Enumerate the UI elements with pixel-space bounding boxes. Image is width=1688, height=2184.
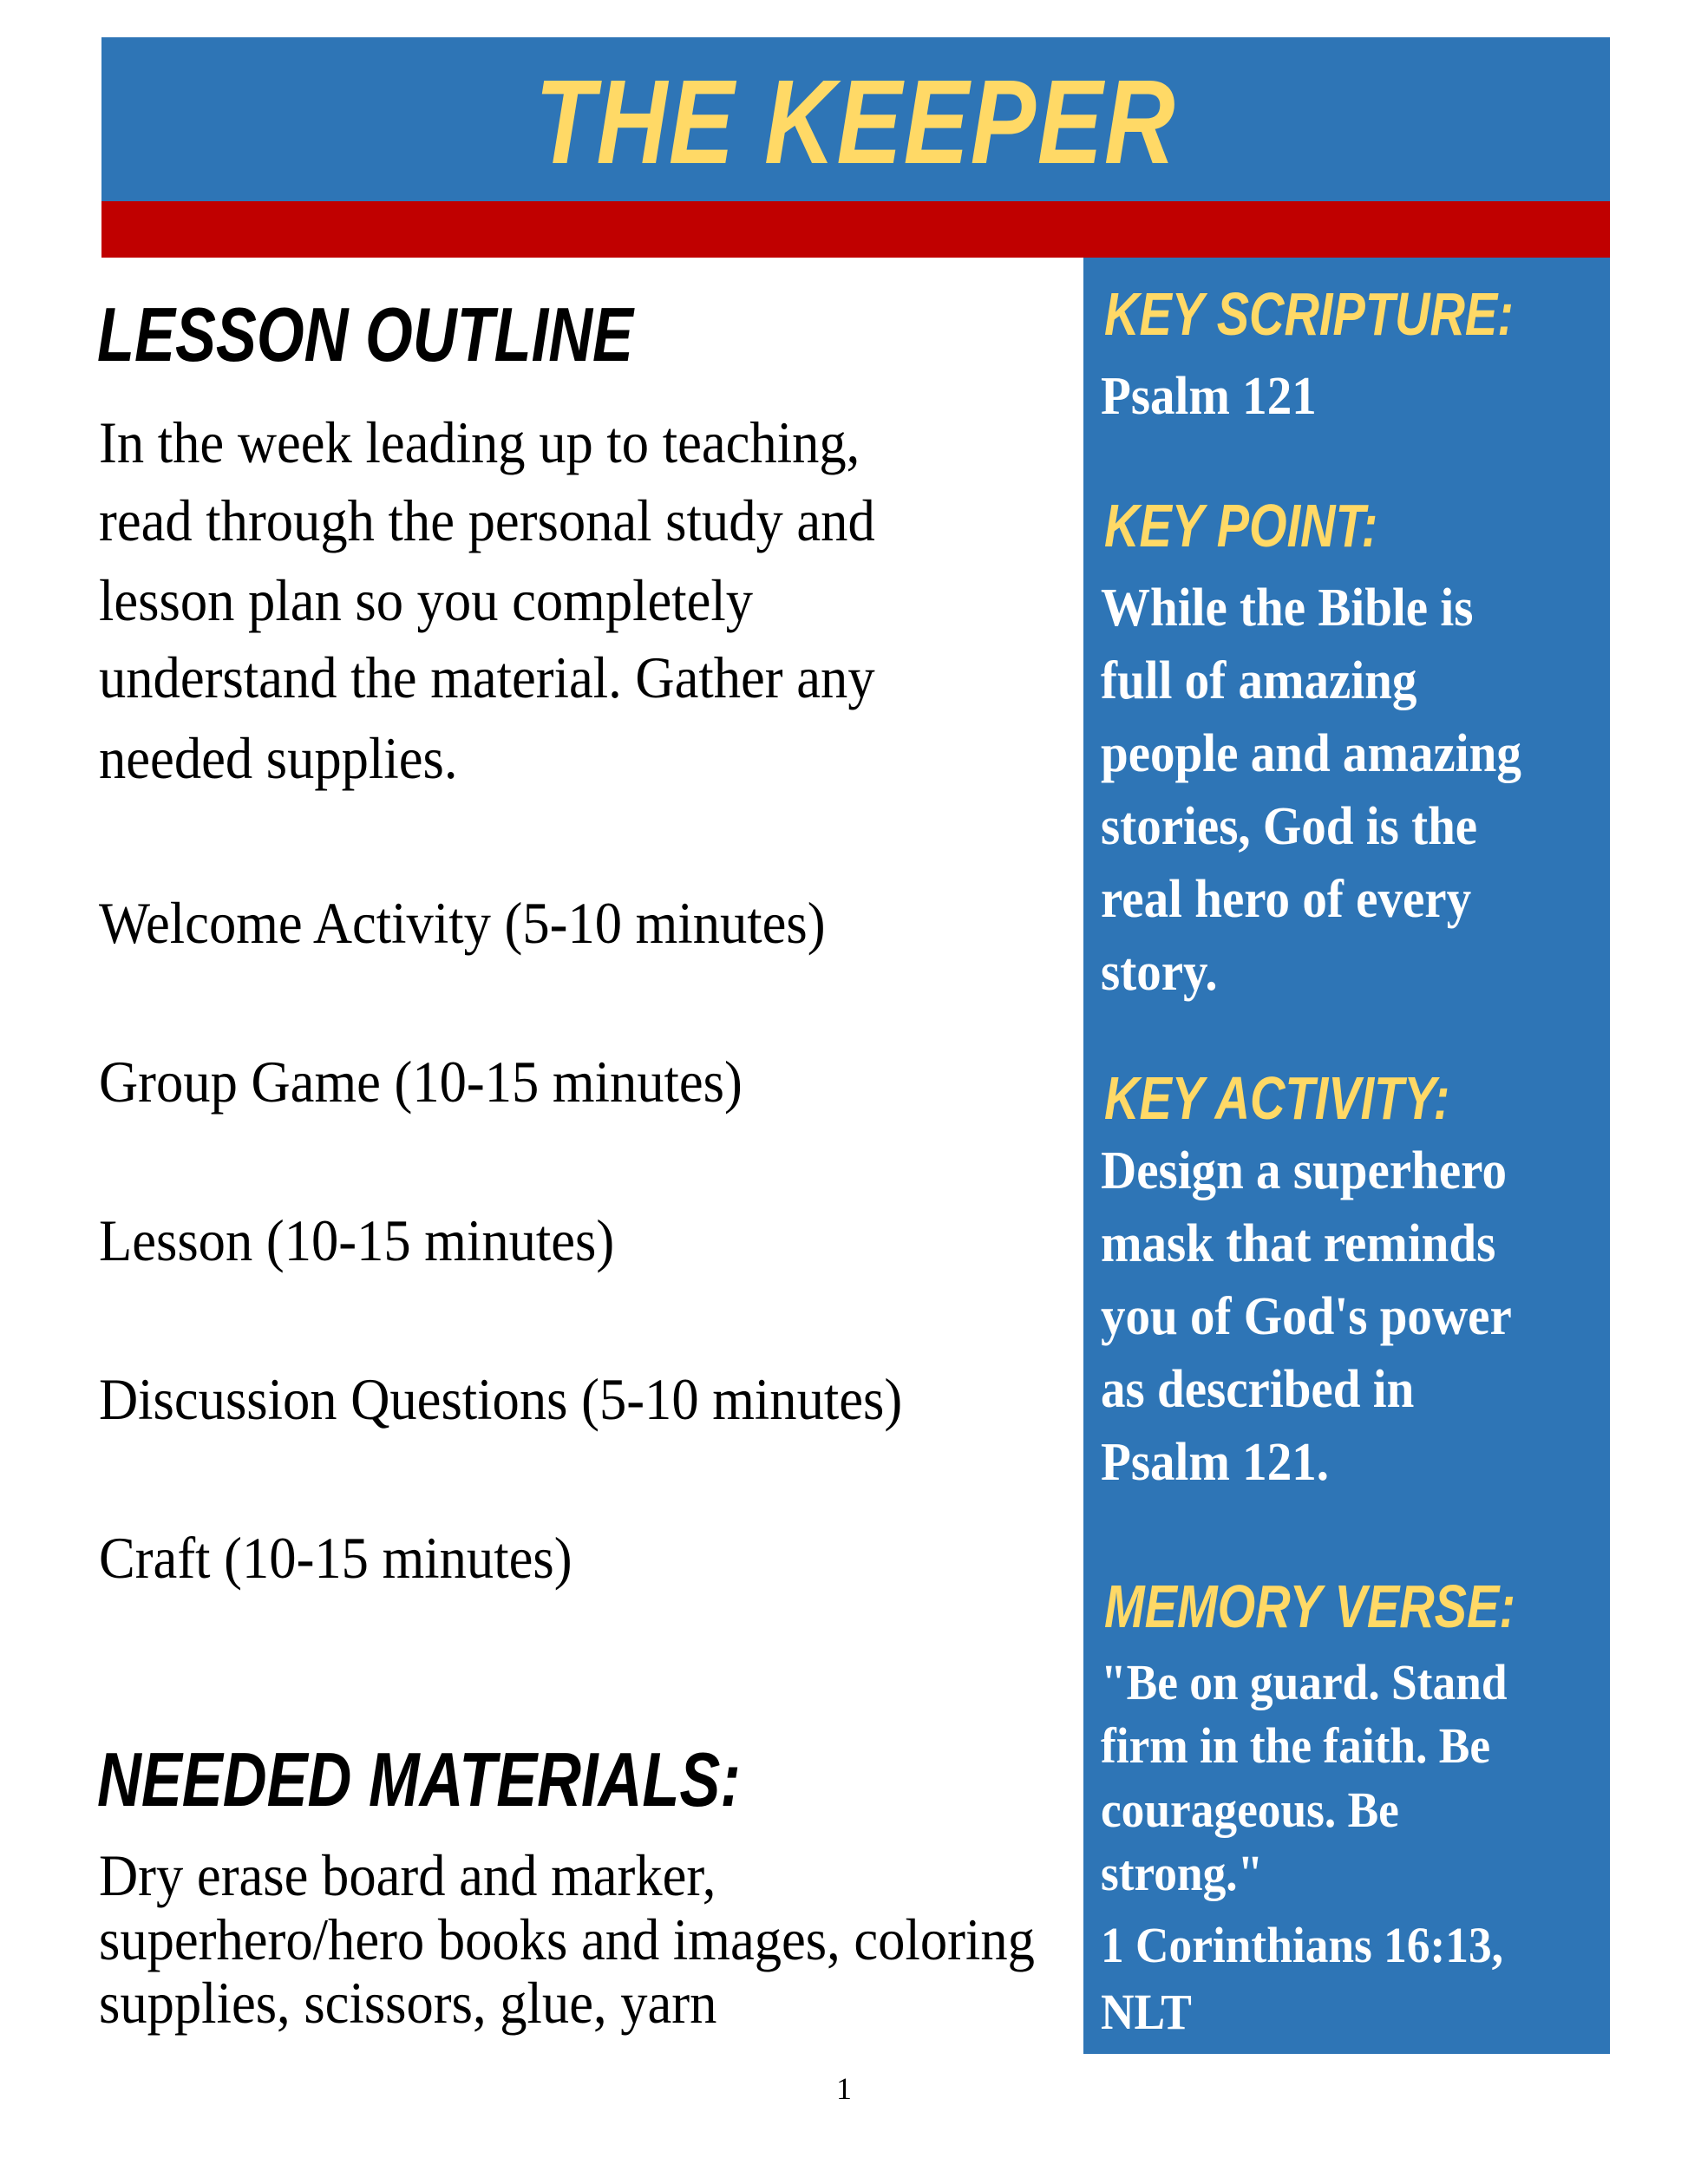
key-activity-line: Psalm 121.: [1101, 1433, 1330, 1492]
memory-verse-heading: MEMORY VERSE:: [1104, 1573, 1516, 1640]
memory-verse-line: "Be on guard. Stand: [1101, 1654, 1508, 1710]
key-point-line: While the Bible is: [1101, 579, 1474, 638]
page-title: THE KEEPER: [534, 56, 1177, 189]
key-activity-line: mask that reminds: [1101, 1214, 1496, 1273]
key-activity-line: Design a superhero: [1101, 1141, 1507, 1200]
memory-verse-translation: NLT: [1101, 1984, 1192, 2040]
memory-verse-reference: 1 Corinthians 16:13,: [1101, 1917, 1503, 1973]
outline-item-craft: Craft (10-15 minutes): [99, 1525, 572, 1591]
key-point-heading: KEY POINT:: [1104, 492, 1378, 559]
memory-verse-line: firm in the faith. Be: [1101, 1717, 1491, 1774]
key-point-line: people and amazing: [1101, 724, 1521, 783]
header-stripe: [101, 201, 1610, 258]
intro-line: understand the material. Gather any: [99, 644, 875, 710]
materials-line: Dry erase board and marker,: [99, 1842, 716, 1908]
materials-line: superhero/hero books and images, coloring: [99, 1906, 1035, 1972]
materials-line: supplies, scissors, glue, yarn: [99, 1970, 717, 2036]
key-point-line: real hero of every: [1101, 870, 1472, 929]
intro-line: needed supplies.: [99, 725, 458, 791]
key-activity-line: as described in: [1101, 1360, 1415, 1419]
memory-verse-line: strong.": [1101, 1845, 1264, 1901]
key-point-line: story.: [1101, 943, 1218, 1002]
memory-verse-line: courageous. Be: [1101, 1782, 1399, 1838]
key-scripture-heading: KEY SCRIPTURE:: [1104, 280, 1514, 348]
key-scripture-text: Psalm 121: [1101, 367, 1317, 426]
intro-line: read through the personal study and: [99, 487, 875, 553]
lesson-outline-heading: LESSON OUTLINE: [97, 291, 633, 377]
needed-materials-heading: NEEDED MATERIALS:: [97, 1736, 741, 1822]
intro-line: In the week leading up to teaching,: [99, 409, 860, 475]
key-point-line: stories, God is the: [1101, 797, 1478, 856]
outline-item-discussion: Discussion Questions (5-10 minutes): [99, 1366, 903, 1432]
page-number: 1: [836, 2071, 852, 2106]
outline-item-welcome: Welcome Activity (5-10 minutes): [99, 890, 826, 956]
key-activity-line: you of God's power: [1101, 1287, 1512, 1346]
outline-item-lesson: Lesson (10-15 minutes): [99, 1207, 615, 1273]
key-point-line: full of amazing: [1101, 651, 1417, 710]
outline-item-group-game: Group Game (10-15 minutes): [99, 1049, 743, 1115]
intro-line: lesson plan so you completely: [99, 567, 754, 633]
key-activity-heading: KEY ACTIVITY:: [1104, 1064, 1450, 1132]
